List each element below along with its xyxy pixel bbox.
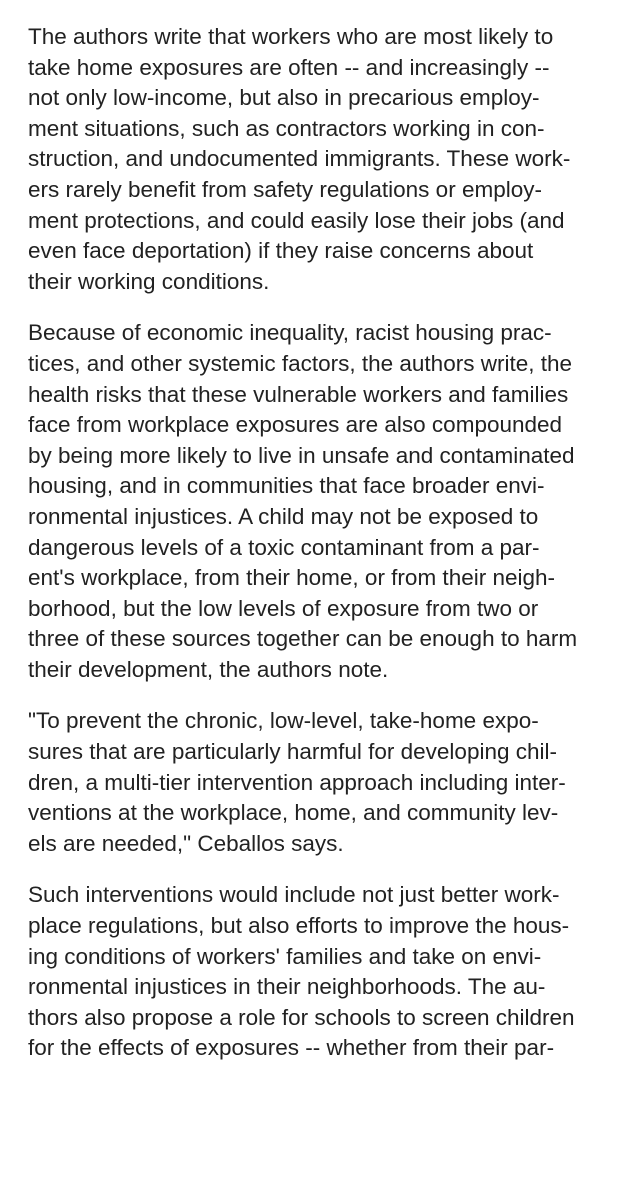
text-line: health risks that these vulnerable workers and families [28,381,569,407]
text-line: take home exposures are often -- and increasingly -- [28,54,550,80]
text-line: face from workplace exposures are also compounded [28,412,563,438]
paragraph-workers [28,22,624,297]
text-line: ronmental injustices. A child may not be exposed to [28,503,539,529]
text-line: dren, a multi-tier intervention approach including inter- [28,769,566,795]
text-line: housing, and in communities that face broader envi- [28,473,545,499]
text-line: tices, and other systemic factors, the authors write, the [28,350,572,376]
text-line: The authors write that workers who are most likely to [28,24,554,49]
text-line: struction, and undocumented immigrants. These work- [28,146,571,172]
text-line: ment situations, such as contractors working in con- [28,115,545,141]
text-line: Such interventions would include not just better work- [28,882,560,908]
text-line: dangerous levels of a toxic contaminant from a par- [28,534,540,560]
text-line: "To prevent the chronic, low-level, take-home expo- [28,708,539,734]
text-line: thors also propose a role for schools to screen children [28,1004,575,1030]
text-line: sures that are particularly harmful for developing chil- [28,739,557,765]
text-line: for the effects of exposures -- whether from their par- [28,1035,555,1061]
text-line: ment protections, and could easily lose their jobs (and [28,207,565,233]
paragraph-quote [28,706,624,859]
text-line: not only low-income, but also in precarious employ- [28,85,540,111]
text-line: even face deportation) if they raise concerns about [28,238,534,264]
text-line: els are needed," Ceballos says. [28,830,344,856]
paragraph-inequality [28,318,624,685]
text-line: ent's workplace, from their home, or from their neigh- [28,565,556,591]
text-line: borhood, but the low levels of exposure from two or [28,595,539,621]
text-line: ers rarely benefit from safety regulations or employ- [28,176,542,202]
text-line: ing conditions of workers' families and take on envi- [28,943,542,969]
text-line: ventions at the workplace, home, and community lev- [28,800,559,826]
text-line: three of these sources together can be enough to harm [28,626,578,652]
text-line: their working conditions. [28,268,270,294]
text-line: ronmental injustices in their neighborhoods. The au- [28,974,546,1000]
text-line: place regulations, but also efforts to improve the hous- [28,913,570,939]
paragraph-interventions [28,880,624,1064]
text-line: by being more likely to live in unsafe and contaminated [28,442,575,468]
text-line: their development, the authors note. [28,656,389,682]
text-line: Because of economic inequality, racist housing prac- [28,320,552,346]
